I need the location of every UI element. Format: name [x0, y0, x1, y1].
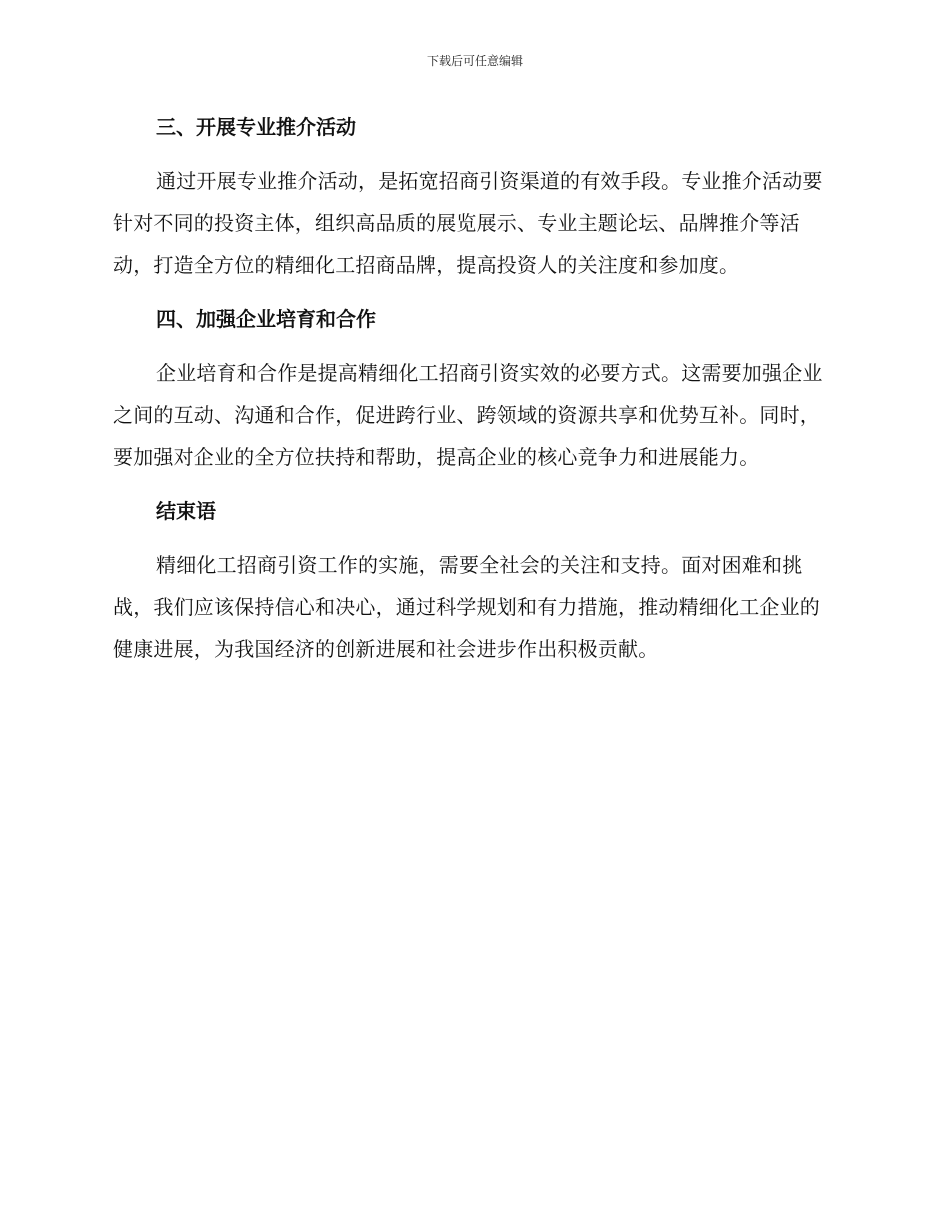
section-heading: 三、开展专业推介活动	[156, 115, 356, 139]
section-heading: 四、加强企业培育和合作	[156, 307, 376, 331]
page-header: 下载后可任意编辑	[426, 54, 523, 68]
conclusion-heading: 结束语	[156, 499, 216, 523]
conclusion-paragraph: 精细化工招商引资工作的实施，需要全社会的关注和支持。面对困难和挑战，我们应该保持信心和决心，通过科学规划和有力措施，推动精细化工企业的健康进展，为我国经济的创新进展和社会进步作出积极贡献。	[113, 553, 820, 661]
section-paragraph: 通过开展专业推介活动，是拓宽招商引资渠道的有效手段。专业推介活动要针对不同的投资主体，组织高品质的展览展示、专业主题论坛、品牌推介等活动，打造全方位的精细化工招商品牌，提高投资人的关注度和参加度。	[113, 169, 823, 277]
document-body	[113, 106, 831, 670]
section-paragraph: 企业培育和合作是提高精细化工招商引资实效的必要方式。这需要加强企业之间的互动、沟通和合作，促进跨行业、跨领域的资源共享和优势互补。同时，要加强对企业的全方位扶持和帮助，提高企业的核心竞争力和进展能力。	[113, 361, 823, 469]
